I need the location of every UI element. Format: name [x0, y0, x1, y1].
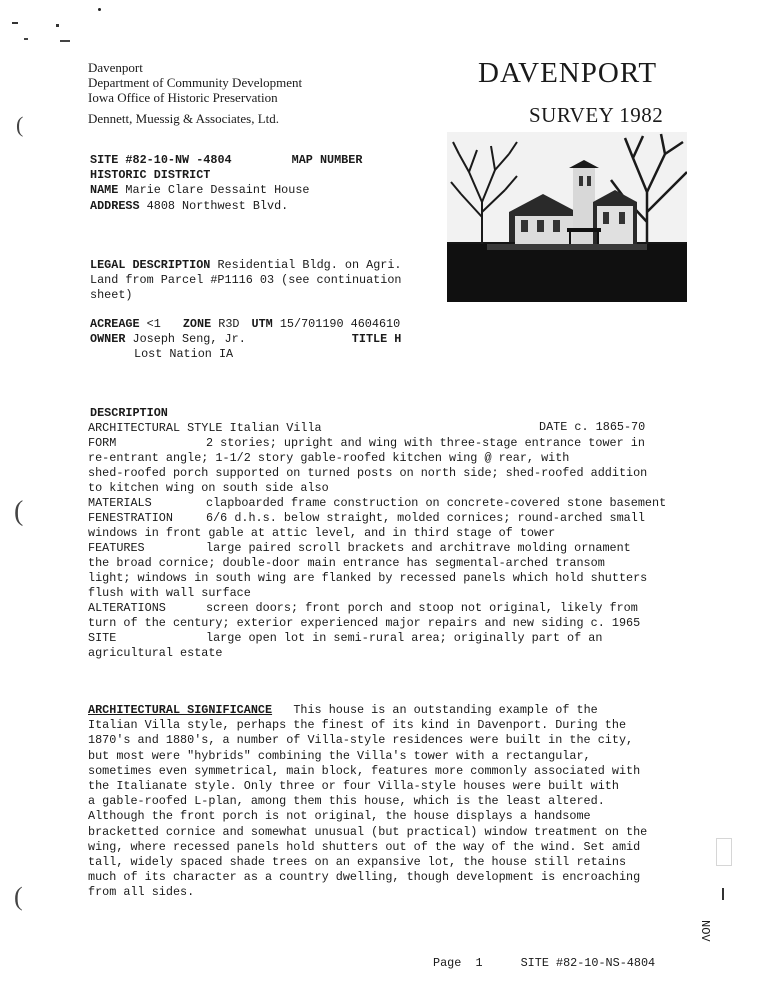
style-label: ARCHITECTURAL STYLE: [88, 421, 223, 435]
features-label: FEATURES: [88, 541, 145, 555]
style-value: Italian Villa: [229, 421, 322, 435]
scan-speck: [56, 24, 59, 27]
significance-line: from all sides.: [88, 885, 195, 900]
owner-value: Joseph Seng, Jr.: [132, 332, 246, 347]
acreage-block: [90, 317, 401, 363]
alterations-row: [88, 601, 638, 616]
legal-line-1: Residential Bldg. on Agri.: [217, 258, 402, 272]
survey-title: DAVENPORT: [478, 57, 658, 89]
org-line-2: Department of Community Development: [88, 75, 303, 90]
scan-speck: [98, 8, 101, 11]
site-block: [90, 153, 362, 214]
significance-line: Although the front porch is not original, the house displays a handsome: [88, 809, 591, 824]
date-row: [539, 420, 645, 435]
margin-side-text: NOV: [698, 920, 712, 942]
significance-line: a gable-roofed L-plan, among them this house, which is the least altered.: [88, 794, 605, 809]
fenestration-line-2: windows in front gable at attic level, and in third stage of tower: [88, 526, 556, 540]
binder-mark-bottom: (: [14, 882, 23, 911]
legal-description: [90, 258, 402, 304]
legal-label: LEGAL DESCRIPTION: [90, 258, 211, 272]
features-line-2: the broad cornice; double-door main entrance has segmental-arched transom: [88, 556, 605, 570]
date-label: DATE: [539, 420, 568, 434]
utm-label: UTM: [251, 317, 273, 331]
description-heading-text: DESCRIPTION: [90, 406, 168, 420]
significance-line: but most were "hybrids" combining the Villa's tower with a rectangular,: [88, 748, 591, 763]
description-heading: [90, 406, 168, 421]
margin-stamp: [716, 838, 732, 866]
legal-line-2a: Land from Parcel #P1116 03: [90, 273, 275, 288]
map-number-label: MAP NUMBER: [291, 153, 363, 167]
site-line-1: large open lot in semi-rural area; originally part of an: [206, 631, 603, 645]
fenestration-line-1: 6/6 d.h.s. below straight, molded cornices; round-arched small: [206, 511, 645, 525]
significance-line: sometimes even symmetrical, main block, features more commonly associated with: [88, 763, 641, 778]
fenestration-label: FENESTRATION: [88, 511, 173, 525]
alterations-line-1: screen doors; front porch and stoop not original, likely from: [206, 601, 638, 615]
name-label: NAME: [90, 183, 119, 198]
address-value: 4808 Northwest Blvd.: [146, 198, 289, 213]
site-line-2: agricultural estate: [88, 646, 223, 660]
features-line-1: large paired scroll brackets and architrave molding ornament: [206, 541, 631, 555]
utm-value: 15/701190 4604610: [279, 317, 401, 331]
historic-district-label: HISTORIC DISTRICT: [90, 168, 211, 183]
form-line-2: re-entrant angle; 1-1/2 story gable-roofed kitchen wing @ rear, with: [88, 451, 570, 465]
legal-line-2b: (see continuation: [281, 273, 402, 288]
site-row: [88, 631, 602, 646]
legal-line-3: sheet): [90, 288, 133, 303]
org-line-1: Davenport: [88, 60, 143, 75]
binder-mark-mid: (: [14, 496, 24, 527]
form-line-4: to kitchen wing on south side also: [88, 481, 329, 495]
scan-speck: [60, 40, 70, 42]
materials-line-1: clapboarded frame construction on concrete-covered stone basement: [206, 496, 667, 510]
scan-speck: [12, 22, 18, 24]
binder-mark-top: (: [16, 112, 24, 137]
house-photo: [447, 132, 687, 302]
acreage-label: ACREAGE: [90, 317, 140, 331]
style-row: [88, 421, 322, 436]
site-desc-label: SITE: [88, 631, 117, 645]
page-footer: [433, 956, 655, 971]
alterations-line-2: turn of the century; exterior experienced major repairs and new siding c. 1965: [88, 616, 641, 630]
significance-line: This house is an outstanding example of the: [293, 703, 598, 717]
page-number: 1: [475, 956, 483, 970]
site-value: #82-10-NW -4804: [125, 153, 232, 167]
page-label: Page: [433, 956, 462, 970]
features-line-3: light; windows in south wing are flanked by recessed panels which hold shutters: [88, 571, 648, 585]
form-line-3: shed-roofed porch supported on turned posts on north side; shed-roofed addition: [88, 466, 648, 480]
owner-city: Lost Nation IA: [134, 347, 234, 362]
margin-tick: [722, 888, 724, 900]
org-line-3: Iowa Office of Historic Preservation: [88, 90, 278, 105]
materials-label: MATERIALS: [88, 496, 152, 510]
survey-subtitle: SURVEY 1982: [529, 103, 664, 127]
consultant-name: Dennett, Muessig & Associates, Ltd.: [88, 111, 280, 126]
header-org: [88, 60, 302, 105]
alterations-label: ALTERATIONS: [88, 601, 166, 615]
significance-line: Italian Villa style, perhaps the finest of its kind in Davenport. During the: [88, 718, 627, 733]
materials-row: [88, 496, 666, 511]
significance-label: ARCHITECTURAL SIGNIFICANCE: [88, 703, 273, 717]
footer-site-ref: SITE #82-10-NS-4804: [520, 956, 656, 970]
form-row: [88, 436, 645, 451]
zone-label: ZONE: [182, 317, 212, 331]
features-row: [88, 541, 631, 556]
significance-line: 1870's and 1880's, a number of Villa-style residences were built in the city,: [88, 733, 634, 748]
form-line-1: 2 stories; upright and wing with three-stage entrance tower in: [206, 436, 645, 450]
significance-line: tall, widely spaced shade trees on an expansive lot, the house still retains: [88, 855, 627, 870]
scan-speck: [24, 38, 28, 40]
significance-paragraph: [88, 703, 688, 901]
zone-value: R3D: [218, 317, 240, 331]
significance-line: the Italianate style. Only three or four Villa-style houses were built with: [88, 779, 619, 794]
significance-line: wing, where recessed panels hold shutters out of the way of the wind. Set amid: [88, 839, 641, 854]
site-label: SITE: [90, 153, 119, 167]
significance-line: much of its character as a country dwelling, though development is encroaching: [88, 870, 641, 885]
address-label: ADDRESS: [90, 198, 140, 213]
acreage-value: <1: [146, 317, 161, 331]
owner-label: OWNER: [90, 332, 126, 347]
significance-line: bracketted cornice and somewhat unusual (but practical) window treatment on the: [88, 824, 648, 839]
date-value: c. 1865-70: [574, 420, 646, 434]
fenestration-row: [88, 511, 645, 526]
house-photo-image: [447, 132, 687, 302]
name-value: Marie Clare Dessaint House: [125, 183, 310, 198]
title-label: TITLE H: [351, 332, 402, 347]
features-line-4: flush with wall surface: [88, 586, 251, 600]
form-label: FORM: [88, 436, 117, 450]
